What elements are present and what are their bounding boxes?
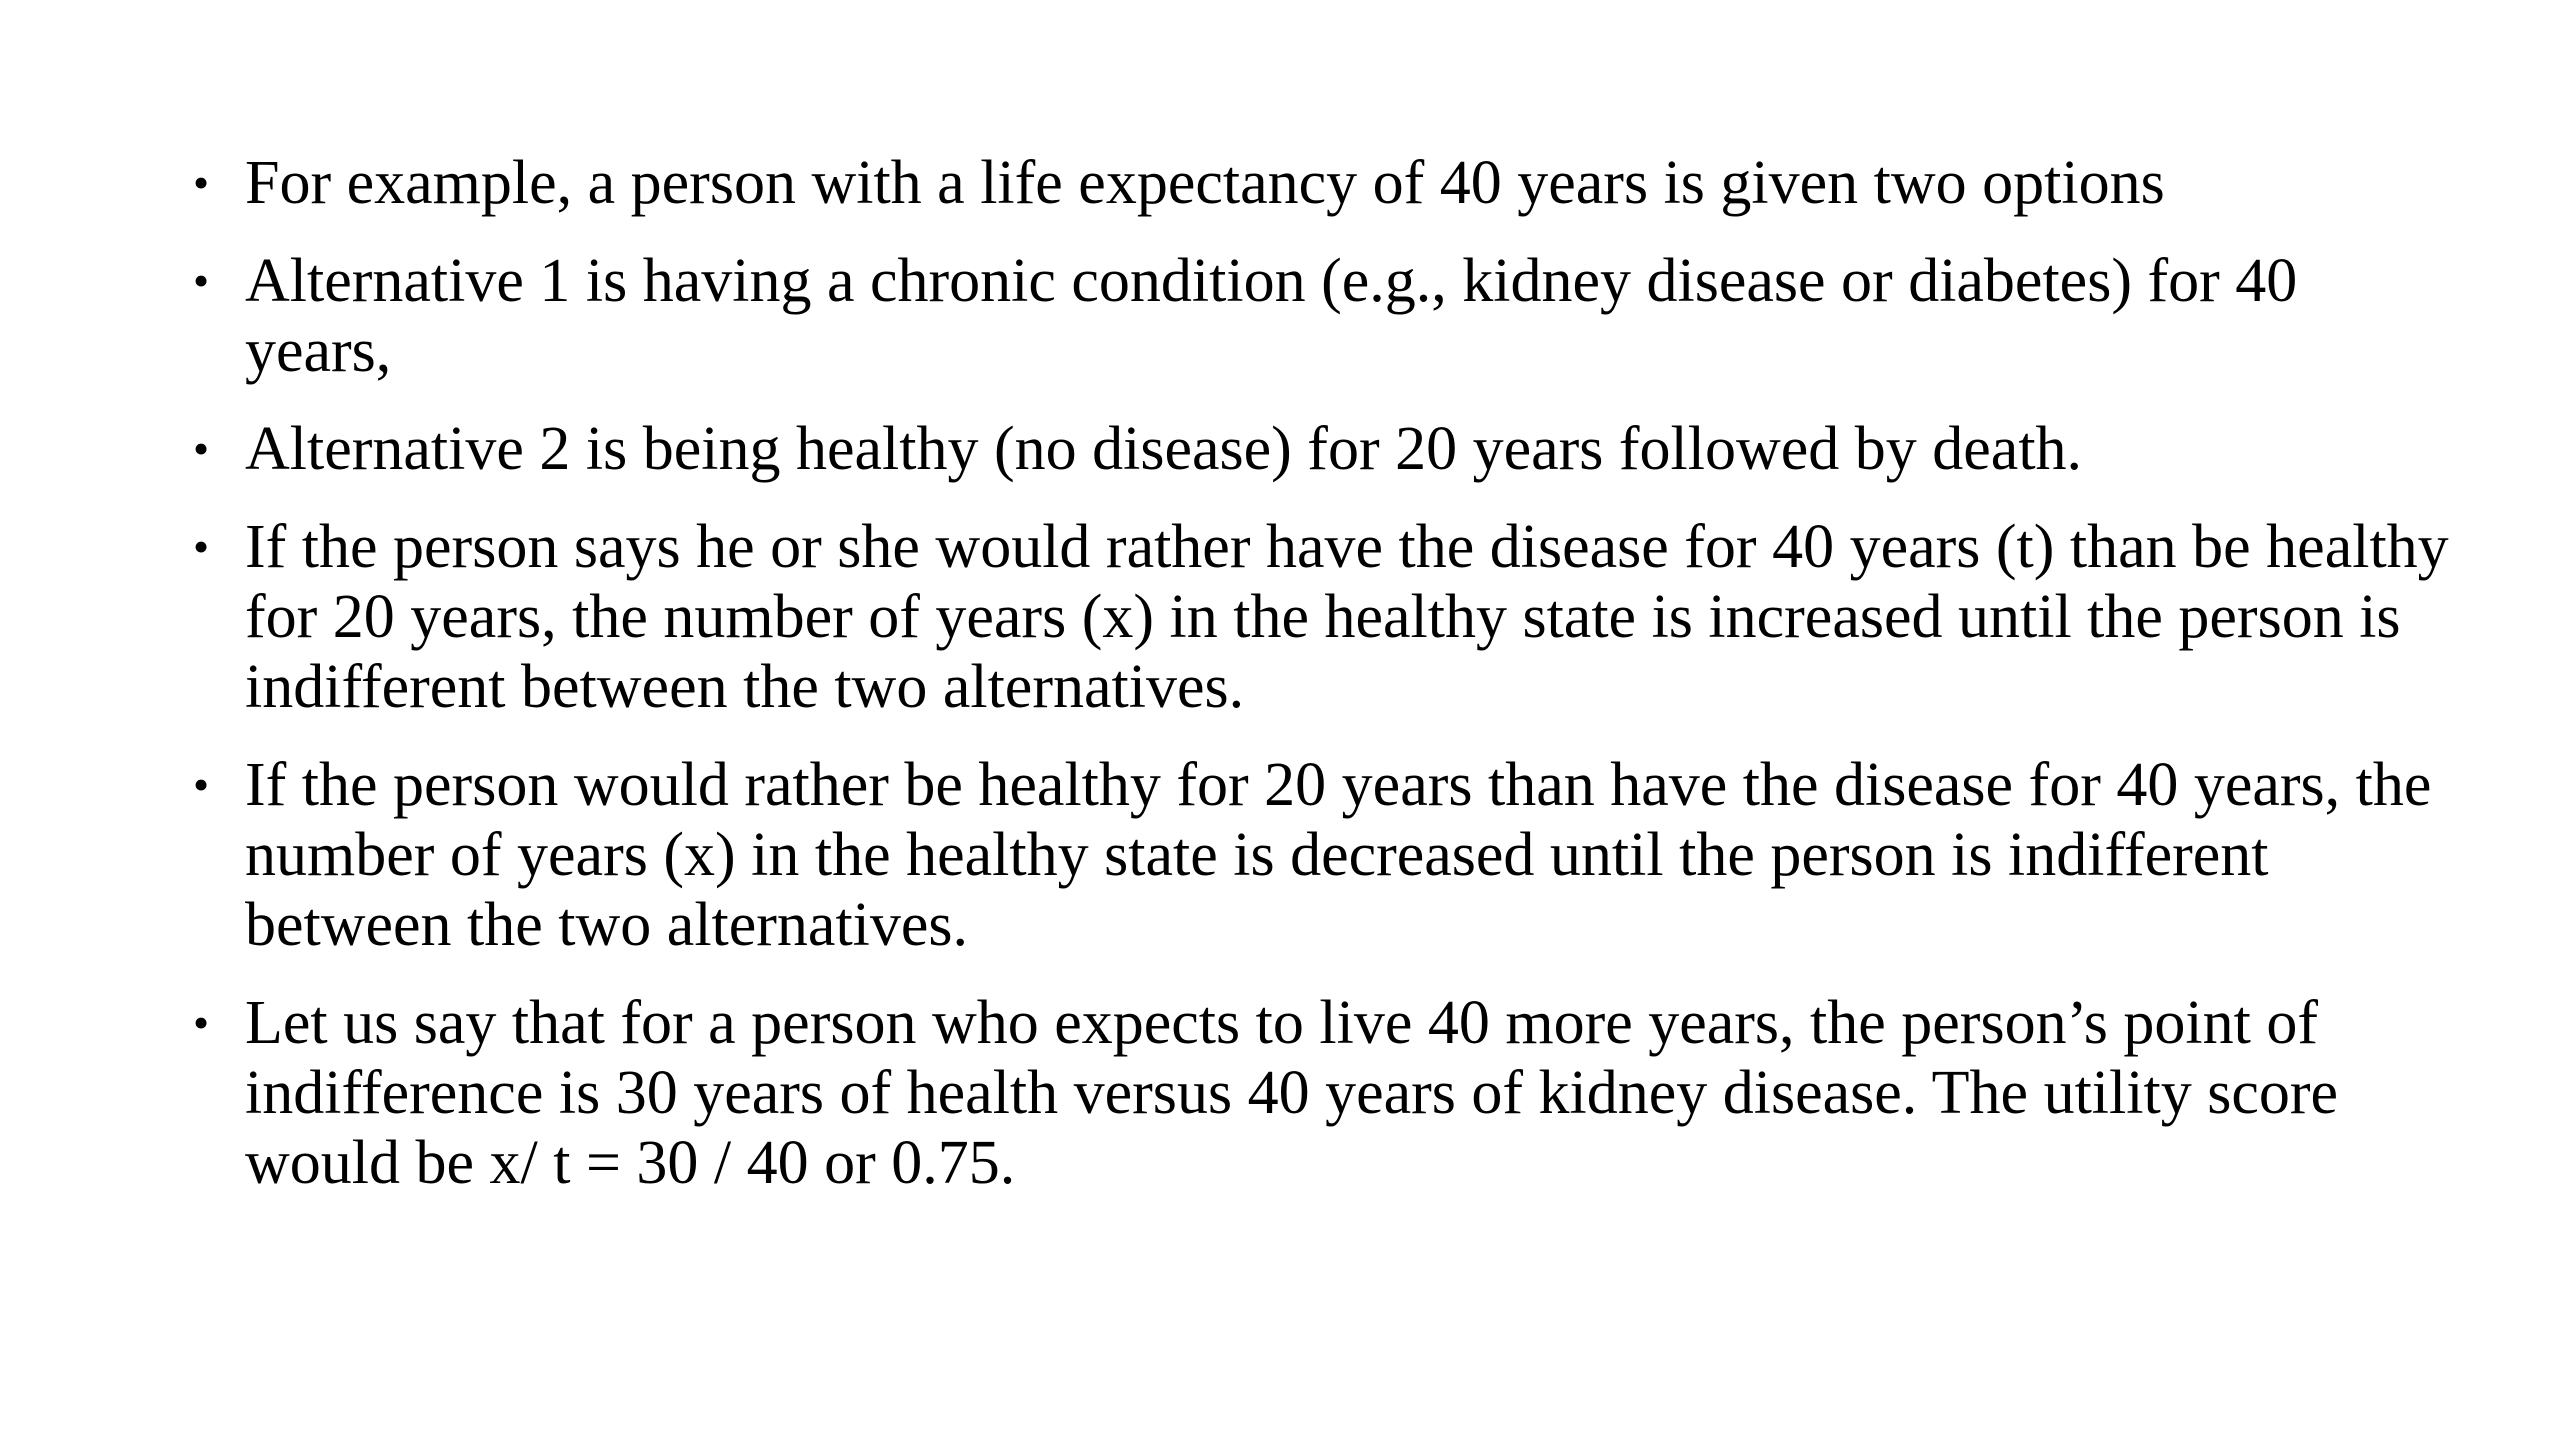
- bullet-icon: •: [193, 759, 210, 810]
- bullet-text: Alternative 1 is having a chronic condition (e.g., kidney disease or diabetes) for 40 years,: [245, 247, 2298, 385]
- bullet-icon: •: [193, 997, 210, 1048]
- bullet-text: Alternative 2 is being healthy (no disease) for 20 years followed by death.: [245, 415, 2083, 483]
- bullet-icon: •: [193, 423, 210, 474]
- bullet-item: [193, 246, 2453, 386]
- bullet-icon: •: [193, 521, 210, 572]
- bullet-item: [193, 988, 2453, 1198]
- bullet-text: If the person says he or she would rather have the disease for 40 years (t) than be healthy for 20 years, the number of years (x) in the healthy state is increased until the person is indifferent between the two alternatives.: [245, 513, 2449, 721]
- bullet-text: For example, a person with a life expectancy of 40 years is given two options: [245, 149, 2165, 217]
- bullet-item: [193, 414, 2453, 484]
- bullet-icon: •: [193, 157, 210, 208]
- bullet-text: If the person would rather be healthy for 20 years than have the disease for 40 years, the number of years (x) in the healthy state is decreased until the person is indifferent between the two alternatives.: [245, 751, 2432, 959]
- bullet-list: [193, 148, 2453, 1226]
- bullet-text: Let us say that for a person who expects to live 40 more years, the person’s point of indifference is 30 years of health versus 40 years of kidney disease. The utility score would be x/ t = 30 / 40 or 0.75.: [245, 989, 2339, 1197]
- bullet-icon: •: [193, 255, 210, 306]
- bullet-item: [193, 148, 2453, 218]
- bullet-item: [193, 750, 2453, 960]
- bullet-item: [193, 512, 2453, 722]
